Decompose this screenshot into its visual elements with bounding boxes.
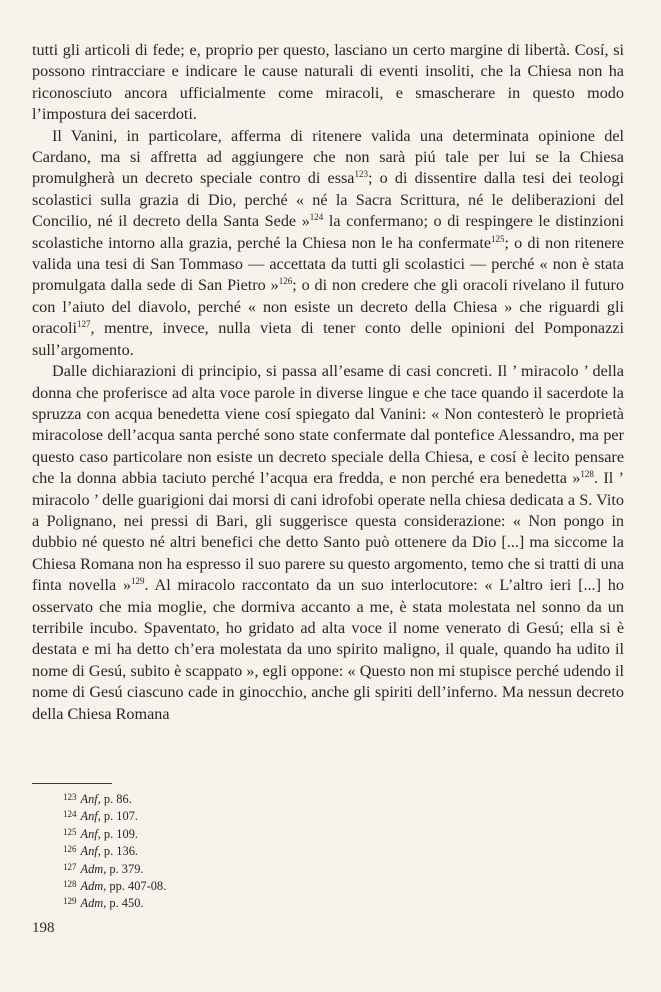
footnote-source: Anf [80,826,98,841]
footnote-number: 123 [63,792,77,802]
footnote-page: , p. 107. [97,809,138,824]
body-text [32,40,624,725]
footnote [63,842,166,859]
footnote-marker: 125 [491,233,505,244]
footnote-source: Adm [80,896,104,911]
footnote-marker: 127 [76,319,91,330]
footnote-marker: 123 [354,169,368,180]
paragraph-text: la confermano; o di respingere le distinzioni scolastiche intorno alla grazia, perché la Chiesa non le ha confermate [32,212,625,252]
paragraph-text: tutti gli articoli di fede; e, proprio per questo, lasciano un certo margine di libertà. Cosí, si possono rintracciare e indicare le cause naturali di eventi insoliti, che la Chiesa non ha riconosciuto ancora ufficialmente come miracoli, e smascherare in questo modo l’impostura dei sacerdoti. [32,41,624,124]
footnote-page: , p. 136. [97,844,138,859]
footnote-page: , p. 109. [97,826,138,841]
footnote-source: Anf [80,809,98,824]
paragraph-text: . Il ’ miracolo ’ delle guarigioni dai morsi di cani idrofobi operate nella chiesa dedicata a S. Vito a Polignano, nei pressi di Bari, gli suggerisce questa considerazione: « Non pongo in dubbio né questo né altri benefici che detto Santo può ottenere da Dio [...] ma siccome la Chiesa Romana non ha espresso il suo parere su questo argomento, temo che si tratti di una finta novella » [32,469,624,595]
paragraph-text: . Al miracolo raccontato da un suo interlocutore: « L’altro ieri [...] ho osservato che mia moglie, che dormiva accanto a me, è stata molestata nel sonno da un terribile incubo. Spaventato, ho gridato ad alta voce il nome venerato di Gesú; ella si è destata e mi ha detto ch’era molestata da uno spirito maligno, il quale, quando ha udito il nome di Gesú, subito è scappato », egli oppone: « Questo non mi stupisce perché udendo il nome di Gesú ciascuno cade in ginocchio, anche gli spiriti dell’inferno. Ma nessun decreto della Chiesa Romana [32,576,624,723]
footnote-source: Anf [80,844,98,859]
footnotes [63,790,166,912]
footnote-page: , p. 450. [103,896,144,911]
footnote-number: 124 [63,809,77,820]
footnote-number: 129 [63,896,77,907]
footnote [63,790,166,807]
footnote-number: 127 [63,861,77,872]
footnote [63,894,166,911]
paragraph-text: , mentre, invece, nulla vieta di tener conto delle opinioni del Pomponazzi sull’argomento. [32,319,624,359]
paragraph [32,126,624,361]
footnote-page: , pp. 407-08. [103,879,167,894]
footnote-source: Anf [80,792,98,806]
footnote-page: , p. 86. [97,792,132,806]
paragraph-text: ; o di dissentire dalla tesi dei teologi scolastici sulla grazia di Dio, perché « né la Sacra Scrittura, né le deliberazioni del Concilio, né il decreto della Santa Sede » [32,169,624,231]
footnote [63,807,166,824]
page-number: 198 [32,920,55,936]
footnote-source: Adm [80,861,104,876]
footnote-divider [32,783,112,784]
paragraph-text: Dalle dichiarazioni di principio, si passa all’esame di casi concreti. Il ’ miracolo ’ della donna che proferisce ad alta voce parole in diverse lingue e che tace quando il sacerdote la spruzza con acqua benedetta viene cosí spiegato dal Vanini: « Non contesterò le proprietà miracolose dell’acqua santa perché sono state confermate dal pontefice Alessandro, ma per questo caso particolare non esiste un decreto speciale della Chiesa, e cosí è lecito pensare che la donna abbia taciuto perché l’acqua era fredda, e non perché era benedetta » [32,362,624,488]
footnote [63,825,166,842]
footnote [63,877,166,894]
footnote-marker: 126 [278,276,293,287]
footnote-source: Adm [80,879,104,894]
paragraph-text: Il Vanini, in particolare, afferma di ritenere valida una determinata opinione del Cardano, ma si affretta ad aggiungere che non sarà piú tale per lui se la Chiesa promulgherà un decreto speciale contro di essa [32,126,624,188]
paragraph [32,361,624,725]
paragraph [32,40,624,126]
paragraph-text: ; o di non ritenere valida una tesi di San Tommaso — accettata da tutti gli scolastici — perché « non è stata promulgata dalla sede di San Pietro » [32,233,624,295]
paragraph-text: ; o di non credere che gli oracoli rivelano il futuro con l’aiuto del diavolo, perché « non esiste un decreto della Chiesa » che riguardi gli oracoli [32,276,624,338]
footnote-marker: 129 [131,576,145,587]
footnote-marker: 124 [309,212,324,223]
footnote-number: 126 [63,844,77,855]
footnote-number: 125 [63,826,77,837]
footnote [63,860,166,877]
footnote-number: 128 [63,879,77,890]
footnote-page: , p. 379. [103,861,144,876]
footnote-marker: 128 [580,469,594,480]
